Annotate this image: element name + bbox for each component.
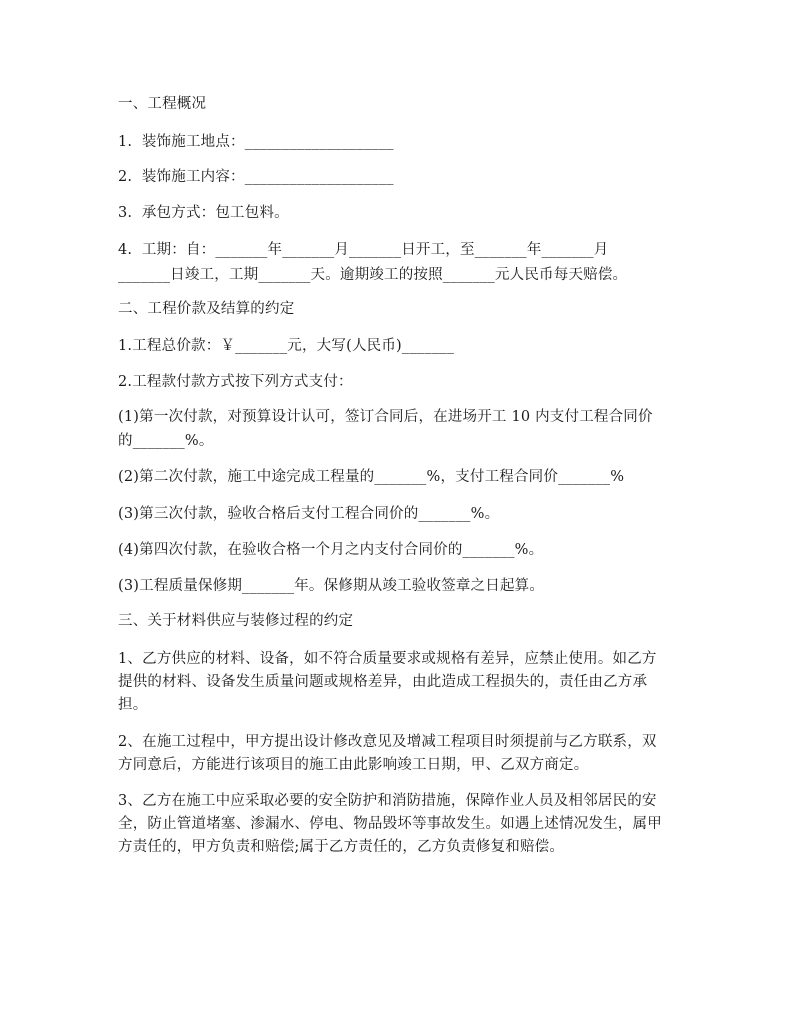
first-payment-line1: (1)第一次付款，对预算设计认可，签订合同后，在进场开工 10 内支付工程合同价 [118, 409, 653, 425]
materials-paragraph-1: 1、乙方供应的材料、设备，如不符合质量要求或规格有差异，应禁止使用。如乙方提供的材料、设备发生质量问题或规格差异，由此造成工程损失的，责任由乙方承担。 [118, 651, 657, 713]
third-payment-item: (3)第三次付款，验收合格后支付工程合同价的_______%。 [118, 506, 500, 522]
warranty-period-item: (3)工程质量保修期_______年。保修期从竣工验收签章之日起算。 [118, 578, 545, 594]
second-payment-item: (2)第二次付款，施工中途完成工程量的_______%，支付工程合同价_______% [118, 469, 625, 485]
contract-method-item: 3. 承包方式：包工包料。 [118, 205, 289, 221]
fourth-payment-item: (4)第四次付款，在验收合格一个月之内支付合同价的_______%。 [118, 542, 544, 558]
materials-paragraph-2: 2、在施工过程中，甲方提出设计修改意见及增减工程项目时须提前与乙方联系，双方同意后，方能进行该项目的施工由此影响竣工日期，甲、乙双方商定。 [118, 734, 657, 773]
decoration-location-item: 1. 装饰施工地点：____________________ [118, 134, 394, 150]
construction-period-line1: 4. 工期：自：_______年_______月_______日开工，至_______年_______月 [118, 242, 609, 258]
total-price-item: 1.工程总价款：￥_______元，大写(人民币)_______ [118, 338, 455, 354]
payment-method-item: 2.工程款付款方式按下列方式支付： [118, 374, 353, 390]
first-payment-line2: 的_______%。 [118, 433, 214, 449]
section-heading-price-settlement: 二、工程价款及结算的约定 [118, 301, 295, 317]
section-heading-project-overview: 一、工程概况 [118, 96, 207, 112]
decoration-content-item: 2. 装饰施工内容：____________________ [118, 169, 394, 185]
section-heading-materials: 三、关于材料供应与装修过程的约定 [118, 613, 354, 629]
materials-paragraph-3: 3、乙方在施工中应采取必要的安全防护和消防措施，保障作业人员及相邻居民的安全，防止管道堵塞、渗漏水、停电、物品毁坏等事故发生。如遇上述情况发生，属甲方责任的，甲方负责和赔偿;属于乙方责任的，乙方负责修复和赔偿。 [118, 793, 662, 855]
construction-period-line2: _______日竣工，工期_______天。逾期竣工的按照_______元人民币每天赔偿。 [118, 267, 628, 283]
